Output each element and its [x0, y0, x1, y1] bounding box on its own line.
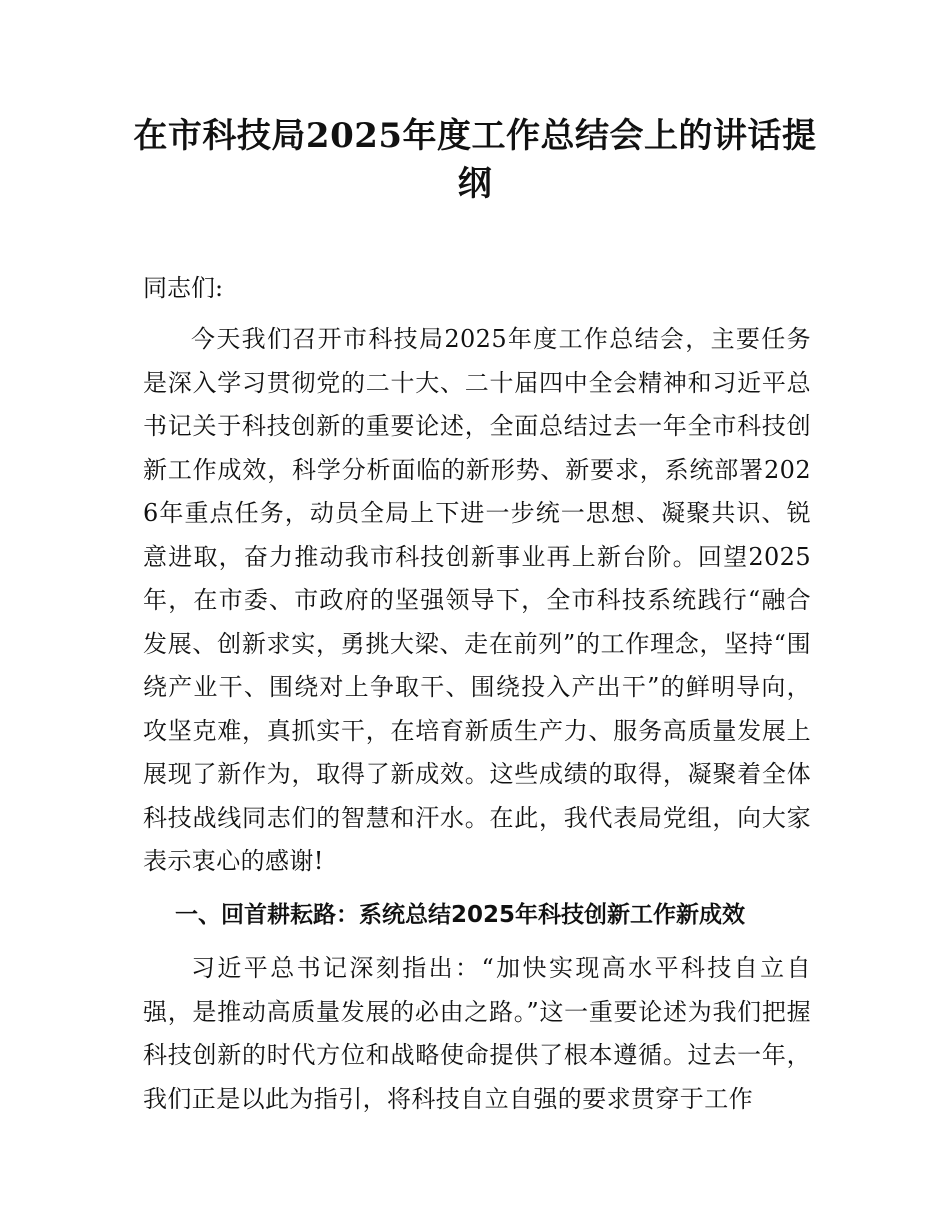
- body-paragraph-2: 习近平总书记深刻指出：“加快实现高水平科技自立自强，是推动高质量发展的必由之路。”这一重要论述为我们把握科技创新的时代方位和战略使命提供了根本遵循。过去一年，我们正是以此为指引，将科技自立自强的要求贯穿于工作: [143, 954, 811, 1113]
- section-heading-1: 一、回首耕耘路：系统总结2025年科技创新工作新成效: [175, 902, 746, 928]
- body-paragraph-1: 今天我们召开市科技局2025年度工作总结会，主要任务是深入学习贯彻党的二十大、二十届四中全会精神和习近平总书记关于科技创新的重要论述，全面总结过去一年全市科技创新工作成效，科学分析面临的新形势、新要求，系统部署2026年重点任务，动员全局上下进一步统一思想、凝聚共识、锐意进取，奋力推动我市科技创新事业再上新台阶。回望2025年，在市委、市政府的坚强领导下，全市科技系统践行“融合发展、创新求实，勇挑大梁、走在前列”的工作理念，坚持“围绕产业干、围绕对上争取干、围绕投入产出干”的鲜明导向，攻坚克难，真抓实干，在培育新质生产力、服务高质量发展上展现了新作为，取得了新成效。这些成绩的取得，凝聚着全体科技战线同志们的智慧和汗水。在此，我代表局党组，向大家表示衷心的感谢!: [143, 325, 811, 875]
- document-title: 在市科技局2025年度工作总结会上的讲话提纲: [133, 116, 817, 204]
- greeting: 同志们:: [143, 274, 224, 302]
